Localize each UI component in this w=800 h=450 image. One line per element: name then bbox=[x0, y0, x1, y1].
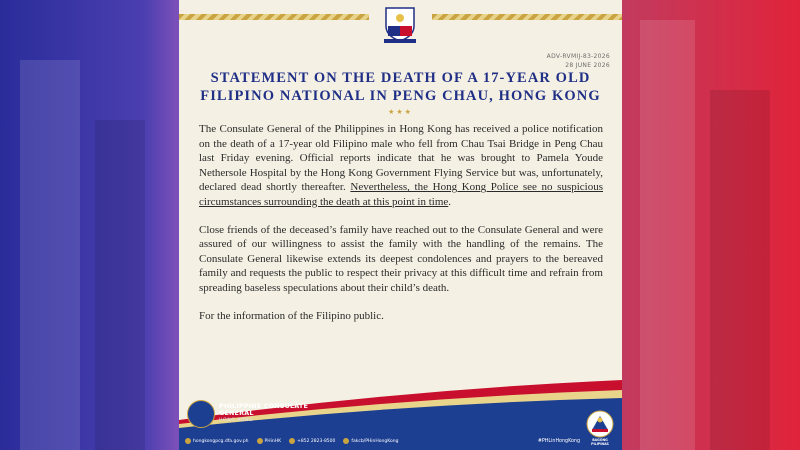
consulate-name-line-1: PHILIPPINE CONSULATE bbox=[219, 402, 309, 410]
document-date: 28 JUNE 2026 bbox=[565, 62, 610, 69]
phone-icon bbox=[289, 438, 295, 444]
contact-list bbox=[185, 438, 398, 444]
website-contact[interactable] bbox=[185, 438, 249, 444]
reference-number: ADV-RVMIJ-83-2026 bbox=[546, 53, 610, 60]
facebook-contact[interactable] bbox=[257, 438, 282, 444]
bagong-pilipinas-logo-icon bbox=[584, 408, 616, 446]
logo-text: BAGONG PILIPINAS bbox=[591, 438, 609, 446]
background-building bbox=[95, 120, 145, 450]
document-meta bbox=[547, 52, 610, 70]
facebook-text: PHinHK bbox=[264, 438, 282, 444]
background-building bbox=[640, 20, 695, 450]
hashtag: #PHLinHongKong bbox=[537, 439, 580, 444]
facebook-icon bbox=[257, 438, 263, 444]
separator-stars: ★★★ bbox=[388, 108, 413, 116]
social-icon bbox=[343, 438, 349, 444]
page-title bbox=[179, 69, 622, 105]
philippine-seal-icon bbox=[380, 4, 420, 44]
phone-text: +852 2823-8500 bbox=[297, 438, 336, 444]
statement-body bbox=[199, 122, 603, 336]
globe-icon bbox=[185, 438, 191, 444]
consulate-name-line-3: HONG KONG bbox=[219, 418, 254, 423]
paragraph-1-underlined: Nevertheless, the Hong Kong Police see no suspicious circumstances surrounding the death at this point in time bbox=[199, 181, 604, 208]
title-line-1: STATEMENT ON THE DEATH OF A 17-YEAR OLD bbox=[210, 70, 591, 86]
website-text: hongkongpcg.dfa.gov.ph bbox=[193, 438, 249, 444]
paragraph-2: Close friends of the deceased’s family have reached out to the Consulate General and were assured of our willingness to assist the family with the handling of the remains. The Consulate General likewise extends its deepest condolences and prayers to the bereaved family and requests the public to respect their privacy at this difficult time and refrain from spreading baseless speculations about their child’s death. bbox=[199, 223, 603, 294]
consulate-name bbox=[219, 403, 308, 424]
social-contact[interactable] bbox=[343, 438, 398, 444]
footer bbox=[179, 380, 622, 450]
header-stripe-right bbox=[432, 14, 622, 20]
header-stripe-left bbox=[179, 14, 369, 20]
phone-contact[interactable] bbox=[289, 438, 335, 444]
title-line-2: FILIPINO NATIONAL IN PENG CHAU, HONG KONG bbox=[200, 88, 601, 104]
paragraph-1-end: . bbox=[448, 195, 452, 208]
background-building bbox=[710, 90, 770, 450]
consulate-seal-icon bbox=[187, 400, 215, 428]
background-building bbox=[20, 60, 80, 450]
paragraph-3: For the information of the Filipino public. bbox=[199, 309, 384, 322]
paragraph-1 bbox=[199, 122, 603, 210]
consulate-name-line-2: GENERAL bbox=[219, 409, 254, 417]
social-text: fakcb/PHinHongKong bbox=[351, 438, 399, 444]
paragraph-1-main: The Consulate General of the Philippines in Hong Kong has received a police notification on the death of a 17-year old Filipino male who fell from Chau Tsai Bridge in Peng Chau last Friday evening. Official reports indicate that he was brought to Pamela Youde Nethersole Hospital by the Hong Kong Government Flying Service but was, unfortunately, declared dead shortly thereafter. bbox=[199, 123, 603, 194]
statement-card bbox=[179, 0, 622, 450]
